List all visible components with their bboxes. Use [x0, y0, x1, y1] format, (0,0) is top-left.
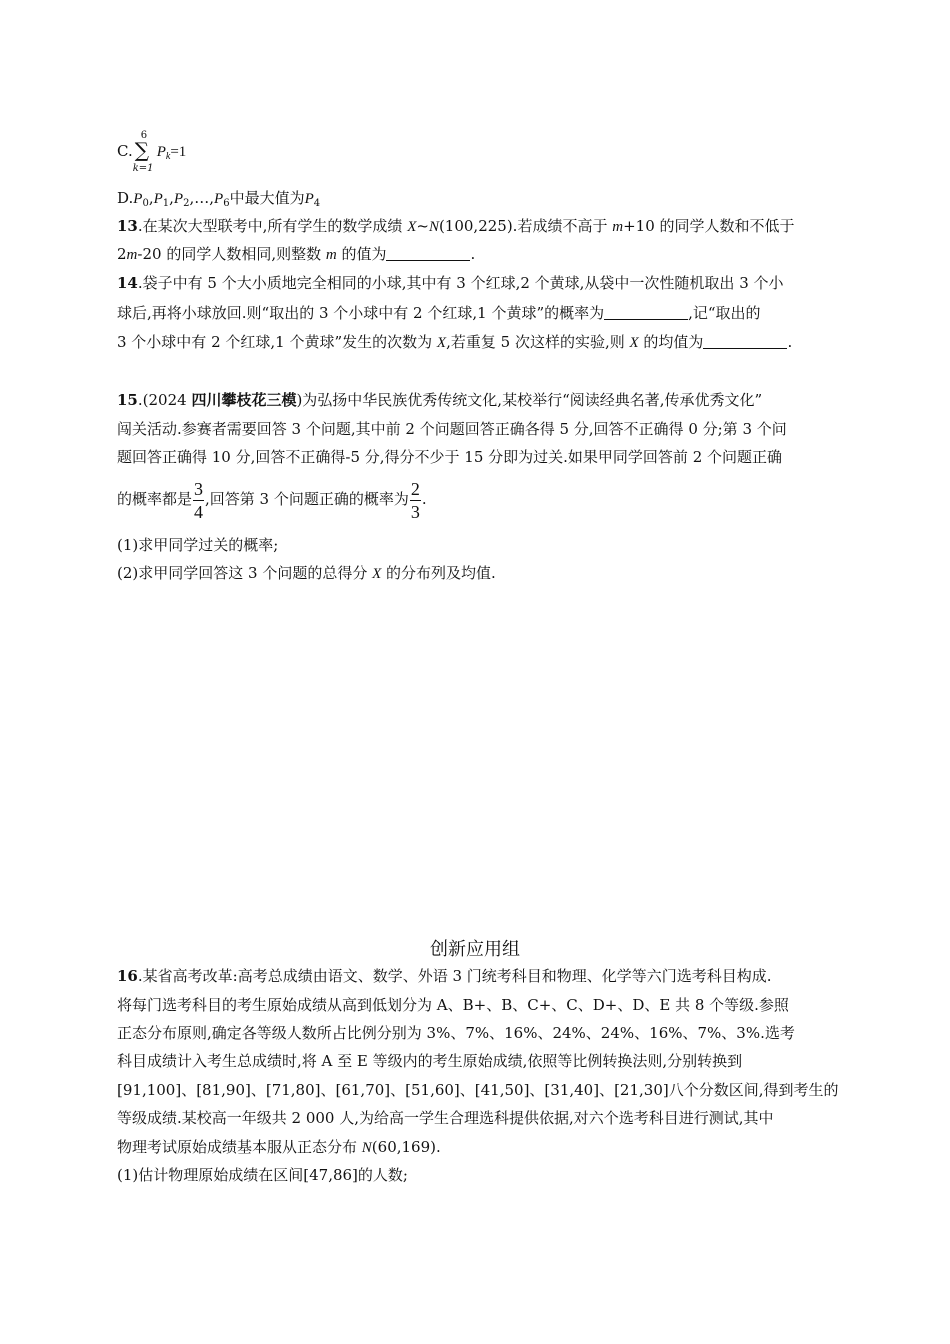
question-16-line-2: 将每门选考科目的考生原始成绩从高到低划分为 A、B+、B、C+、C、D+、D、E 共 8 个等级.参照	[117, 996, 789, 1014]
question-16-line-6: 等级成绩.某校高一年级共 2 000 人,为给高一学生合理选科提供依据,对六个选考科目进行测试,其中	[117, 1109, 774, 1127]
question-number: 15	[117, 391, 138, 409]
question-number: 16	[117, 967, 138, 985]
option-c: C. 6 ∑ k=1 $P_k=1$	[117, 130, 187, 174]
summation-symbol: 6 ∑ k=1	[132, 130, 154, 174]
answer-blank[interactable]	[604, 305, 688, 320]
question-16-line-5: [91,100]、[81,90]、[71,80]、[61,70]、[51,60]、[41,50]、[31,40]、[21,30]八个分数区间,得到考生的	[117, 1081, 839, 1099]
question-14-line-3: 3 个小球中有 2 个红球,1 个黄球”发生的次数为 X,若重复 5 次这样的实验,则 X 的均值为 .	[117, 333, 793, 351]
section-heading: 创新应用组	[430, 939, 520, 960]
question-15-line-1: 15.(2024 四川攀枝花三模)为弘扬中华民族优秀传统文化,某校举行“阅读经典名著,传承优秀文化”	[117, 391, 763, 409]
question-16-line-3: 正态分布原则,确定各等级人数所占比例分别为 3%、7%、16%、24%、24%、16%、7%、3%.选考	[117, 1024, 795, 1042]
question-number: 13	[117, 217, 138, 235]
answer-blank[interactable]	[386, 246, 470, 261]
question-13-line-2: 2m-20 的同学人数相同,则整数 m 的值为 .	[117, 245, 476, 263]
question-15-line-2: 闯关活动.参赛者需要回答 3 个问题,其中前 2 个问题回答正确各得 5 分,回答不正确得 0 分;第 3 个问	[117, 420, 787, 438]
question-16-line-4: 科目成绩计入考生总成绩时,将 A 至 E 等级内的考生原始成绩,依照等比例转换法则,分别转换到	[117, 1052, 743, 1070]
question-14-line-1: 14.袋子中有 5 个大小质地完全相同的小球,其中有 3 个红球,2 个黄球,从袋中一次性随机取出 3 个小	[117, 274, 784, 292]
question-source: 四川攀枝花三模	[191, 391, 297, 409]
question-15-part-2: (2)求甲同学回答这 3 个问题的总得分 X 的分布列及均值.	[117, 564, 496, 582]
question-13-line-1: 13.在某次大型联考中,所有学生的数学成绩 X~N(100,225).若成绩不高于 m+10 的同学人数和不低于	[117, 217, 795, 235]
question-16-line-7: 物理考试原始成绩基本服从正态分布 N(60,169).	[117, 1138, 441, 1156]
question-15-line-4: 的概率都是 $\frac{3}{4}$ ,回答第 3 个问题正确的概率为 $\frac{2}{3}$ .	[117, 478, 427, 522]
fraction-two-thirds: $\frac{2}{3}$	[410, 478, 420, 522]
option-d: $D.P_0,P_1,P_2,\dots,P_6$中最大值为$P_4$	[117, 189, 321, 209]
question-15-line-3: 题回答正确得 10 分,回答不正确得-5 分,得分不少于 15 分即为过关.如果甲同学回答前 2 个问题正确	[117, 448, 783, 466]
question-16-part-1: (1)估计物理原始成绩在区间[47,86]的人数;	[117, 1166, 408, 1184]
question-16-line-1: 16.某省高考改革:高考总成绩由语文、数学、外语 3 门统考科目和物理、化学等六门选考科目构成.	[117, 967, 772, 985]
option-c-label: C.	[117, 142, 133, 160]
question-number: 14	[117, 274, 138, 292]
answer-blank[interactable]	[703, 334, 787, 349]
question-15-part-1: (1)求甲同学过关的概率;	[117, 536, 279, 554]
question-14-line-2: 球后,再将小球放回.则“取出的 3 个小球中有 2 个红球,1 个黄球”的概率为 ,记“取出的	[117, 304, 761, 322]
fraction-three-quarters: $\frac{3}{4}$	[194, 478, 204, 522]
